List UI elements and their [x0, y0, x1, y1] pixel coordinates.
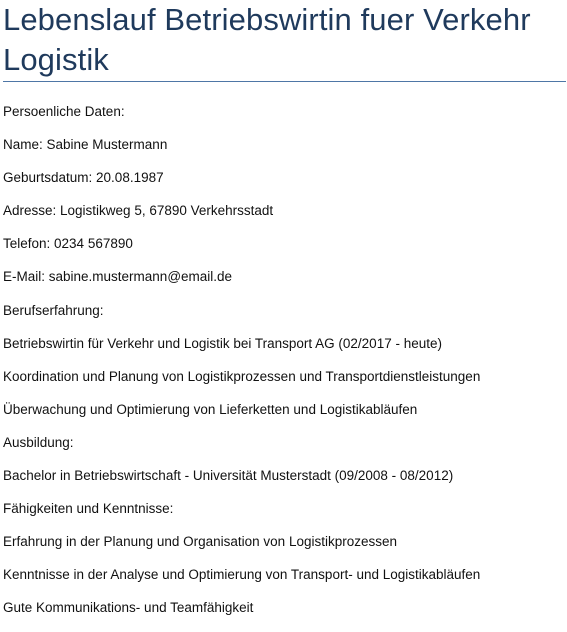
text-line-phone: Telefon: 0234 567890 — [3, 236, 133, 252]
text-line-name: Name: Sabine Mustermann — [3, 137, 168, 153]
text-line-job-duty-1: Koordination und Planung von Logistikprozessen und Transportdienstleistungen — [3, 368, 481, 384]
text-line-address: Adresse: Logistikweg 5, 67890 Verkehrsstadt — [3, 203, 274, 219]
text-line-skill-2: Kenntnisse in der Analyse und Optimierung von Transport- und Logistikabläufen — [3, 567, 481, 583]
text-line-skill-1: Erfahrung in der Planung und Organisation von Logistikprozessen — [3, 534, 397, 550]
text-line-email: E-Mail: sabine.mustermann@email.de — [3, 269, 233, 285]
document-body — [3, 102, 563, 632]
text-line-job-duty-2: Überwachung und Optimierung von Lieferketten und Logistikabläufen — [3, 401, 418, 417]
title-divider — [3, 81, 566, 82]
text-line-birthdate: Geburtsdatum: 20.08.1987 — [3, 170, 164, 186]
text-line-degree: Bachelor in Betriebswirtschaft - Universität Musterstadt (09/2008 - 08/2012) — [3, 468, 454, 484]
text-line-skill-3: Gute Kommunikations- und Teamfähigkeit — [3, 600, 254, 616]
section-heading-work-experience: Berufserfahrung: — [3, 302, 104, 318]
section-heading-personal-data: Persoenliche Daten: — [3, 104, 125, 119]
text-line-job-title: Betriebswirtin für Verkehr und Logistik bei Transport AG (02/2017 - heute) — [3, 335, 442, 351]
document-title: Lebenslauf Betriebswirtin fuer Verkehr Logistik — [3, 2, 531, 77]
section-heading-skills: Fähigkeiten und Kenntnisse: — [3, 501, 174, 517]
section-heading-education: Ausbildung: — [3, 434, 74, 450]
